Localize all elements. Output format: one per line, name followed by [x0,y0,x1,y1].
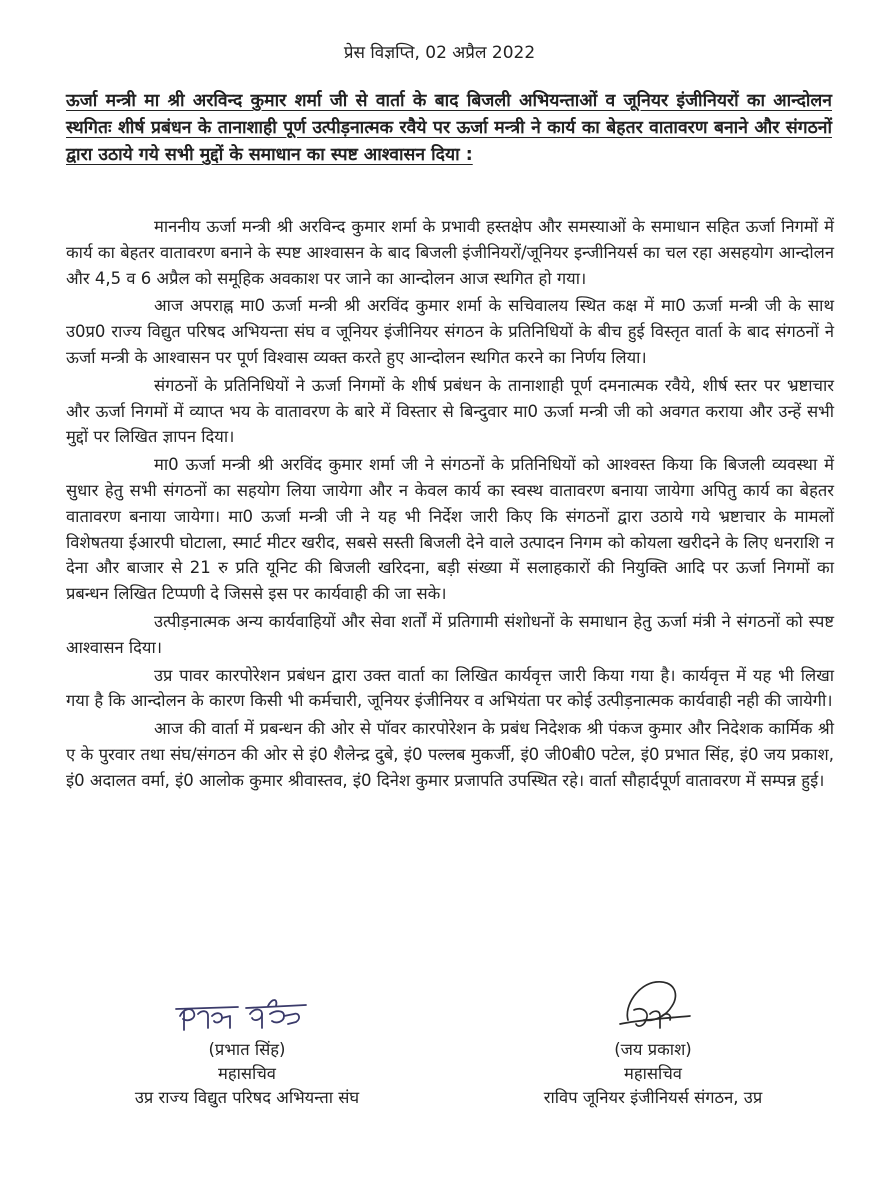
signatory-name-right: (जय प्रकाश) [614,1040,692,1059]
signature-block-right [488,992,818,1110]
signatory-organization-left: उप्र राज्य विद्युत परिषद अभियन्ता संघ [134,1088,360,1107]
body-text [66,214,834,796]
paragraph-1: माननीय ऊर्जा मन्त्री श्री अरविन्द कुमार शर्मा के प्रभावी हस्तक्षेप और समस्याओं के समाधान सहित ऊर्जा निगमों में कार्य का बेहतर वातावरण बनाने के स्पष्ट आश्वासन के बाद बिजली इंजीनियरों/जूनियर इन्जीनियर्स का चल रहा असहयोग आन्दोलन और 4,5 व 6 अप्रैल को समूहिक अवकाश पर जाने का आन्दोलन आज स्थगित हो गया। [66,217,834,288]
signatory-name-left: (प्रभात सिंह) [208,1040,286,1059]
handwritten-signature-right [598,976,708,1038]
signatory-organization-right: राविप जूनियर इंजीनियर्स संगठन, उप्र [543,1088,763,1107]
headline: ऊर्जा मन्त्री मा श्री अरविन्द कुमार शर्मा जी से वार्ता के बाद बिजली अभियन्ताओं व जूनियर इंजीनियरों का आन्दोलन स्थगितः शीर्ष प्रबंधन के तानाशाही पूर्ण उत्पीड़नात्मक रवैये पर ऊर्जा मन्त्री ने कार्य का बेहतर वातावरण बनाने और संगठनों द्वारा उठाये गये सभी मुद्दों के समाधान का स्पष्ट आश्वासन दिया : [66,91,832,165]
paragraph-4: मा0 ऊर्जा मन्त्री श्री अरविंद कुमार शर्मा जी ने संगठनों के प्रतिनिधियों को आश्वस्त किया कि बिजली व्यवस्था में सुधार हेतु सभी संगठनों का सहयोग लिया जायेगा और न केवल कार्य का स्वस्थ वातावरण बनाया जायेगा अपितु कार्य का बेहतर वातावरण बनाया जायेगा। मा0 ऊर्जा मन्त्री जी ने यह भी निर्देश जारी किए कि संगठनों द्वारा उठाये गये भ्रष्टाचार के मामलों विशेषतया ईआरपी घोटाला, स्मार्ट मीटर खरीद, सबसे सस्ती बिजली देने वाले उत्पादन निगम को कोयला खरीदने के लिए धनराशि न देना और बाजार से 21 रु प्रति यूनिट की बिजली खरिदना, बड़ी संख्या में सलाहकारों की नियुक्ति आदि पर ऊर्जा निगमों का प्रबन्धन लिखित टिप्पणी दे जिससे इस पर कार्यवाही की जा सके। [66,455,834,604]
paragraph-7: आज की वार्ता में प्रबन्धन की ओर से पॉवर कारपोरेशन के प्रबंध निदेशक श्री पंकज कुमार और निदेशक कार्मिक श्री ए के पुरवार तथा संघ/संगठन की ओर से इं0 शैलेन्द्र दुबे, इं0 पल्लब मुकर्जी, इं0 जी0बी0 पटेल, इं0 प्रभात सिंह, इं0 जय प्रकाश, इं0 अदालत वर्मा, इं0 आलोक कुमार श्रीवास्तव, इं0 दिनेश कुमार प्रजापति उपस्थित रहे। वार्ता सौहार्दपूर्ण वातावरण में सम्पन्न हुई। [66,719,834,790]
paragraph-2: आज अपराह्न मा0 ऊर्जा मन्त्री श्री अरविंद कुमार शर्मा के सचिवालय स्थित कक्ष में मा0 ऊर्जा मन्त्री जी के साथ उ0प्र0 राज्य विद्युत परिषद अभियन्ता संघ व जूनियर इंजीनियर संगठन के प्रतिनिधियों के बीच हुई विस्तृत वार्ता के बाद संगठनों ने ऊर्जा मन्त्री के आश्वासन पर पूर्ण विश्वास व्यक्त करते हुए आन्दोलन स्थगित करने का निर्णय लिया। [66,296,834,367]
paragraph-6: उप्र पावर कारपोरेशन प्रबंधन द्वारा उक्त वार्ता का लिखित कार्यवृत्त जारी किया गया है। कार्यवृत्त में यह भी लिखा गया है कि आन्दोलन के कारण किसी भी कर्मचारी, जूनियर इंजीनियर व अभियंता पर कोई उत्पीड़नात्मक कार्यवाही नही की जायेगी। [66,665,834,711]
handwritten-signature-left [172,992,322,1038]
signatory-title-left: महासचिव [218,1064,276,1083]
paragraph-5: उत्पीड़नात्मक अन्य कार्यवाहियों और सेवा शर्तों में प्रतिगामी संशोधनों के समाधान हेतु ऊर्जा मंत्री ने संगठनों को स्पष्ट आश्वासन दिया। [66,611,834,657]
paragraph-3: संगठनों के प्रतिनिधियों ने ऊर्जा निगमों के शीर्ष प्रबंधन के तानाशाही पूर्ण दमनात्मक रवैये, शीर्ष स्तर पर भ्रष्टाचार और ऊर्जा निगमों में व्याप्त भय के वातावरण के बारे में विस्तार से बिन्दुवार मा0 ऊर्जा मन्त्री जी को अवगत कराया और उन्हें सभी मुद्दों पर लिखित ज्ञापन दिया। [66,375,834,447]
press-release-date: प्रेस विज्ञप्ति, 02 अप्रैल 2022 [343,43,536,63]
signatory-title-right: महासचिव [624,1064,682,1083]
signature-block-left [82,992,412,1110]
